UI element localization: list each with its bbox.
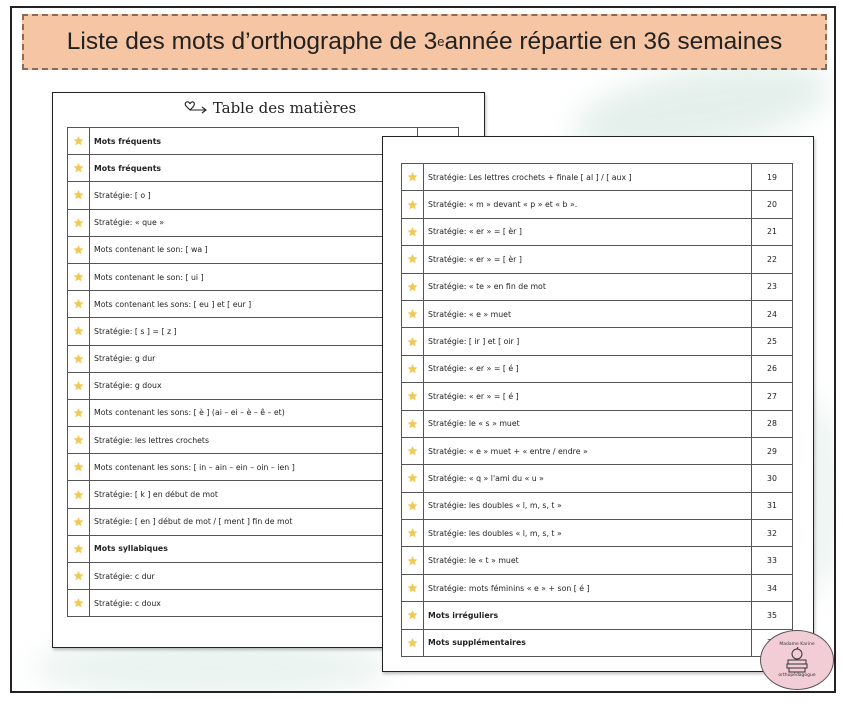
- heart-arrow-icon: [181, 99, 209, 117]
- toc-row-label: Stratégie: g dur: [90, 345, 418, 372]
- star-icon: ★: [407, 252, 418, 267]
- toc-row-page-number: 25: [752, 328, 793, 355]
- star-icon: ★: [73, 188, 84, 203]
- toc-row-label: Stratégie: « er » = [ é ]: [424, 355, 752, 382]
- toc-row-label: Stratégie: le « t » muet: [424, 547, 752, 574]
- toc-row-page-number: 31: [752, 492, 793, 519]
- toc-row-page-number: 27: [752, 383, 793, 410]
- toc-row-label: Stratégie: les lettres crochets: [90, 427, 418, 454]
- star-icon: ★: [73, 596, 84, 611]
- toc-page-right: [382, 136, 814, 672]
- toc-title-text: Table des matières: [212, 99, 357, 117]
- star-icon: ★: [73, 351, 84, 366]
- star-icon: ★: [73, 405, 84, 420]
- toc-row-label: Stratégie: « er » = [ èr ]: [424, 246, 752, 273]
- toc-row-label: Stratégie: « er » = [ é ]: [424, 383, 752, 410]
- toc-row: [402, 300, 793, 327]
- toc-row-label: Mots fréquents: [90, 128, 418, 155]
- star-icon: ★: [407, 444, 418, 459]
- toc-row-label: Stratégie: mots féminins « e » + son [ é ]: [424, 574, 752, 601]
- toc-row-label: Stratégie: g doux: [90, 372, 418, 399]
- star-icon: ★: [407, 608, 418, 623]
- toc-row-label: Mots contenant les sons: [ è ] (ai – ei – è – ê – et): [90, 399, 418, 426]
- toc-row-label: Stratégie: « q » l'ami du « u »: [424, 465, 752, 492]
- toc-row-label: Stratégie: « m » devant « p » et « b ».: [424, 191, 752, 218]
- star-icon: ★: [73, 297, 84, 312]
- toc-row: [402, 273, 793, 300]
- star-icon: ★: [73, 514, 84, 529]
- toc-row: [402, 629, 793, 656]
- toc-row-label: Stratégie: « te » en fin de mot: [424, 273, 752, 300]
- brand-logo: [760, 630, 834, 690]
- star-icon: ★: [73, 215, 84, 230]
- star-icon: ★: [73, 378, 84, 393]
- toc-row-label: Stratégie: [ o ]: [90, 182, 418, 209]
- toc-row-page-number: 34: [752, 574, 793, 601]
- toc-row: [402, 328, 793, 355]
- star-icon: ★: [73, 134, 84, 149]
- star-icon: ★: [407, 389, 418, 404]
- toc-row: [402, 602, 793, 629]
- banner-text-end: année répartie en 36 semaines: [444, 28, 783, 55]
- star-icon: ★: [407, 307, 418, 322]
- toc-row-page-number: 23: [752, 273, 793, 300]
- toc-row-label: Stratégie: [ k ] en début de mot: [90, 481, 418, 508]
- star-icon: ★: [73, 541, 84, 556]
- title-banner: Liste des mots d’orthographe de 3 e année répartie en 36 semaines: [22, 14, 827, 70]
- toc-row: [402, 218, 793, 245]
- star-icon: ★: [407, 581, 418, 596]
- page-frame: [10, 6, 836, 693]
- toc-row-page-number: 26: [752, 355, 793, 382]
- toc-row-label: Stratégie: « e » muet: [424, 300, 752, 327]
- apple-books-icon: [783, 647, 811, 673]
- toc-row-label: Stratégie: [ s ] = [ z ]: [90, 318, 418, 345]
- banner-text-start: Liste des mots d’orthographe de 3: [66, 28, 438, 55]
- star-icon: ★: [407, 471, 418, 486]
- toc-table-right: [401, 163, 793, 657]
- toc-row-page-number: 22: [752, 246, 793, 273]
- toc-row-page-number: 32: [752, 520, 793, 547]
- star-icon: ★: [73, 242, 84, 257]
- star-icon: ★: [407, 498, 418, 513]
- star-icon: ★: [73, 569, 84, 584]
- star-icon: ★: [73, 487, 84, 502]
- star-icon: ★: [407, 170, 418, 185]
- star-icon: ★: [407, 416, 418, 431]
- toc-row-label: Stratégie: Les lettres crochets + finale [ al ] / [ aux ]: [424, 164, 752, 191]
- logo-bottom-text: orthopédagogue: [778, 673, 816, 678]
- star-icon: ★: [73, 270, 84, 285]
- star-icon: ★: [73, 161, 84, 176]
- toc-row: [402, 410, 793, 437]
- toc-row: [402, 574, 793, 601]
- star-icon: ★: [407, 279, 418, 294]
- toc-row-label: Stratégie: c dur: [90, 563, 418, 590]
- toc-row-page-number: 21: [752, 218, 793, 245]
- toc-row-label: Stratégie: « e » muet + « entre / endre »: [424, 437, 752, 464]
- toc-row-label: Mots contenant le son: [ wa ]: [90, 236, 418, 263]
- toc-row-page-number: 35: [752, 602, 793, 629]
- toc-row-label: Mots contenant les sons: [ eu ] et [ eur ]: [90, 291, 418, 318]
- star-icon: ★: [407, 635, 418, 650]
- toc-row: [402, 191, 793, 218]
- toc-row: [402, 246, 793, 273]
- toc-row-page-number: 33: [752, 547, 793, 574]
- star-icon: ★: [407, 553, 418, 568]
- toc-row-page-number: 20: [752, 191, 793, 218]
- toc-row: [402, 492, 793, 519]
- toc-row-label: Stratégie: [ ir ] et [ oir ]: [424, 328, 752, 355]
- toc-row-label: Mots supplémentaires: [424, 629, 752, 656]
- toc-row: [402, 437, 793, 464]
- toc-row-page-number: 28: [752, 410, 793, 437]
- toc-row-label: Mots syllabiques: [90, 535, 418, 562]
- star-icon: ★: [407, 197, 418, 212]
- toc-row-page-number: 24: [752, 300, 793, 327]
- toc-row-page-number: 30: [752, 465, 793, 492]
- toc-row: [402, 547, 793, 574]
- toc-row-label: Mots fréquents: [90, 155, 418, 182]
- star-icon: ★: [73, 324, 84, 339]
- toc-row-label: Stratégie: les doubles « l, m, s, t »: [424, 520, 752, 547]
- toc-row-label: Stratégie: « que »: [90, 209, 418, 236]
- toc-row-label: Mots contenant le son: [ ui ]: [90, 263, 418, 290]
- toc-row-page-number: 29: [752, 437, 793, 464]
- toc-row-label: Stratégie: « er » = [ èr ]: [424, 218, 752, 245]
- toc-row-label: Stratégie: le « s » muet: [424, 410, 752, 437]
- toc-row-label: Stratégie: c doux: [90, 590, 418, 617]
- logo-top-text: Madame Karine: [779, 642, 815, 647]
- star-icon: ★: [73, 460, 84, 475]
- toc-row-page-number: 19: [752, 164, 793, 191]
- star-icon: ★: [73, 433, 84, 448]
- toc-row: [402, 164, 793, 191]
- star-icon: ★: [407, 334, 418, 349]
- toc-row: [402, 465, 793, 492]
- toc-row: [402, 520, 793, 547]
- toc-row-label: Stratégie: les doubles « l, m, s, t »: [424, 492, 752, 519]
- star-icon: ★: [407, 224, 418, 239]
- toc-row-label: Stratégie: [ en ] début de mot / [ ment ] fin de mot: [90, 508, 418, 535]
- toc-title: [53, 99, 484, 117]
- toc-row: [402, 355, 793, 382]
- star-icon: ★: [407, 361, 418, 376]
- toc-row-label: Mots irréguliers: [424, 602, 752, 629]
- star-icon: ★: [407, 526, 418, 541]
- toc-row-label: Mots contenant les sons: [ in – ain – ein – oin – ien ]: [90, 454, 418, 481]
- toc-row: [402, 383, 793, 410]
